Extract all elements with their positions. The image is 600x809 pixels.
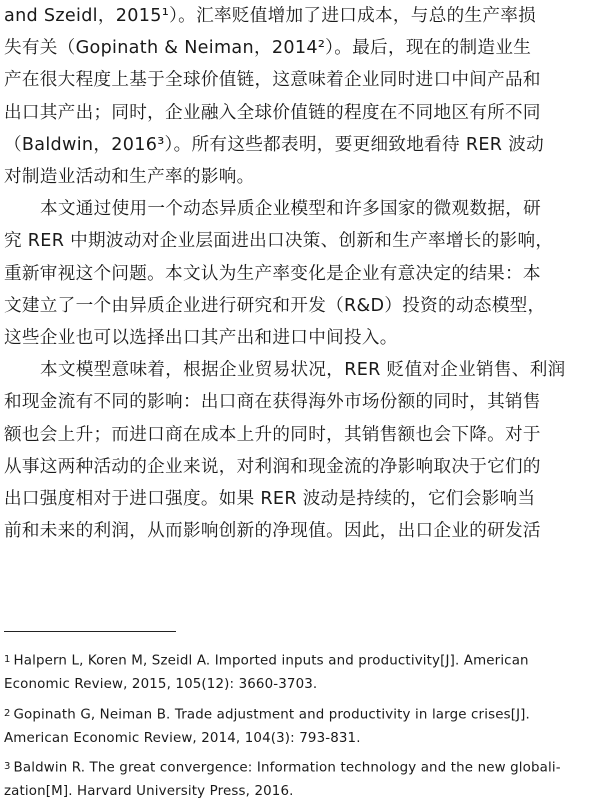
footnote-1-line-1: Halpern L, Koren M, Szeidl A. Imported inputs and productivity[J]. American [13,653,529,669]
footnote-3 [4,755,596,804]
paragraph-3-line-1: 本文模型意味着，根据企业贸易状况，RER 贬值对企业销售、利润 [40,360,566,381]
footnote-2 [4,702,596,751]
paragraph-3 [4,354,596,547]
paragraph-3-line-5: 出口强度相对于进口强度。如果 RER 波动是持续的，它们会影响当 [4,489,536,510]
paragraph-2-line-5: 这些企业也可以选择出口其产出和进口中间投入。 [4,328,398,349]
paragraph-1-line-3: 产在很大程度上基于全球价值链，这意味着企业同时进口中间产品和 [4,70,541,91]
paragraph-3-line-4: 从事这两种活动的企业来说，对利润和现金流的净影响取决于它们的 [4,456,541,477]
paragraph-1-line-4: 出口其产出；同时，企业融入全球价值链的程度在不同地区有所不同 [4,102,541,123]
footnote-2-line-1: Gopinath G, Neiman B. Trade adjustment and productivity in large crises[J]. [13,707,530,722]
footnote-2-line-2: American Economic Review, 2014, 104(3): 793-831. [4,730,361,746]
footnote-1-mark: 1 [4,654,11,665]
footnote-separator [4,631,176,632]
paragraph-2-line-4: 文建立了一个由异质企业进行研究和开发（R&D）投资的动态模型， [4,295,546,316]
footnote-3-line-1: Baldwin R. The great convergence: Information technology and the new globali- [13,760,561,776]
paragraph-3-line-6: 前和未来的利润，从而影响创新的净现值。因此，出口企业的研发活 [4,521,541,542]
paragraph-1-line-1: and Szeidl，2015¹）。汇率贬值增加了进口成本，与总的生产率损 [4,6,537,26]
footnote-2-mark: 2 [4,707,11,719]
paragraph-2-line-1: 本文通过使用一个动态异质企业模型和许多国家的微观数据，研 [40,199,542,220]
footnote-1-line-2: Economic Review, 2015, 105(12): 3660-3703. [4,677,318,692]
body-text [4,0,596,547]
paragraph-1 [4,0,596,193]
footnote-3-mark: 3 [4,761,11,772]
paragraph-1-line-2: 失有关（Gopinath & Neiman，2014²）。最后，现在的制造业生 [4,38,532,59]
footnote-1 [4,648,596,697]
paragraph-3-line-3: 额也会上升；而进口商在成本上升的同时，其销售额也会下降。对于 [4,424,541,445]
paragraph-2 [4,193,596,354]
paragraph-1-line-6: 对制造业活动和生产率的影响。 [4,167,255,188]
footnotes [4,648,596,809]
paragraph-1-line-5: （Baldwin，2016³）。所有这些都表明，要更细致地看待 RER 波动 [4,134,544,155]
footnote-3-line-2: zation[M]. Harvard University Press, 2016. [4,784,294,799]
paragraph-3-line-2: 和现金流有不同的影响：出口商在获得海外市场份额的同时，其销售 [4,392,541,413]
paragraph-2-line-3: 重新审视这个问题。本文认为生产率变化是企业有意决定的结果：本 [4,263,541,284]
paragraph-2-line-2: 究 RER 中期波动对企业层面进出口决策、创新和生产率增长的影响， [4,231,554,252]
